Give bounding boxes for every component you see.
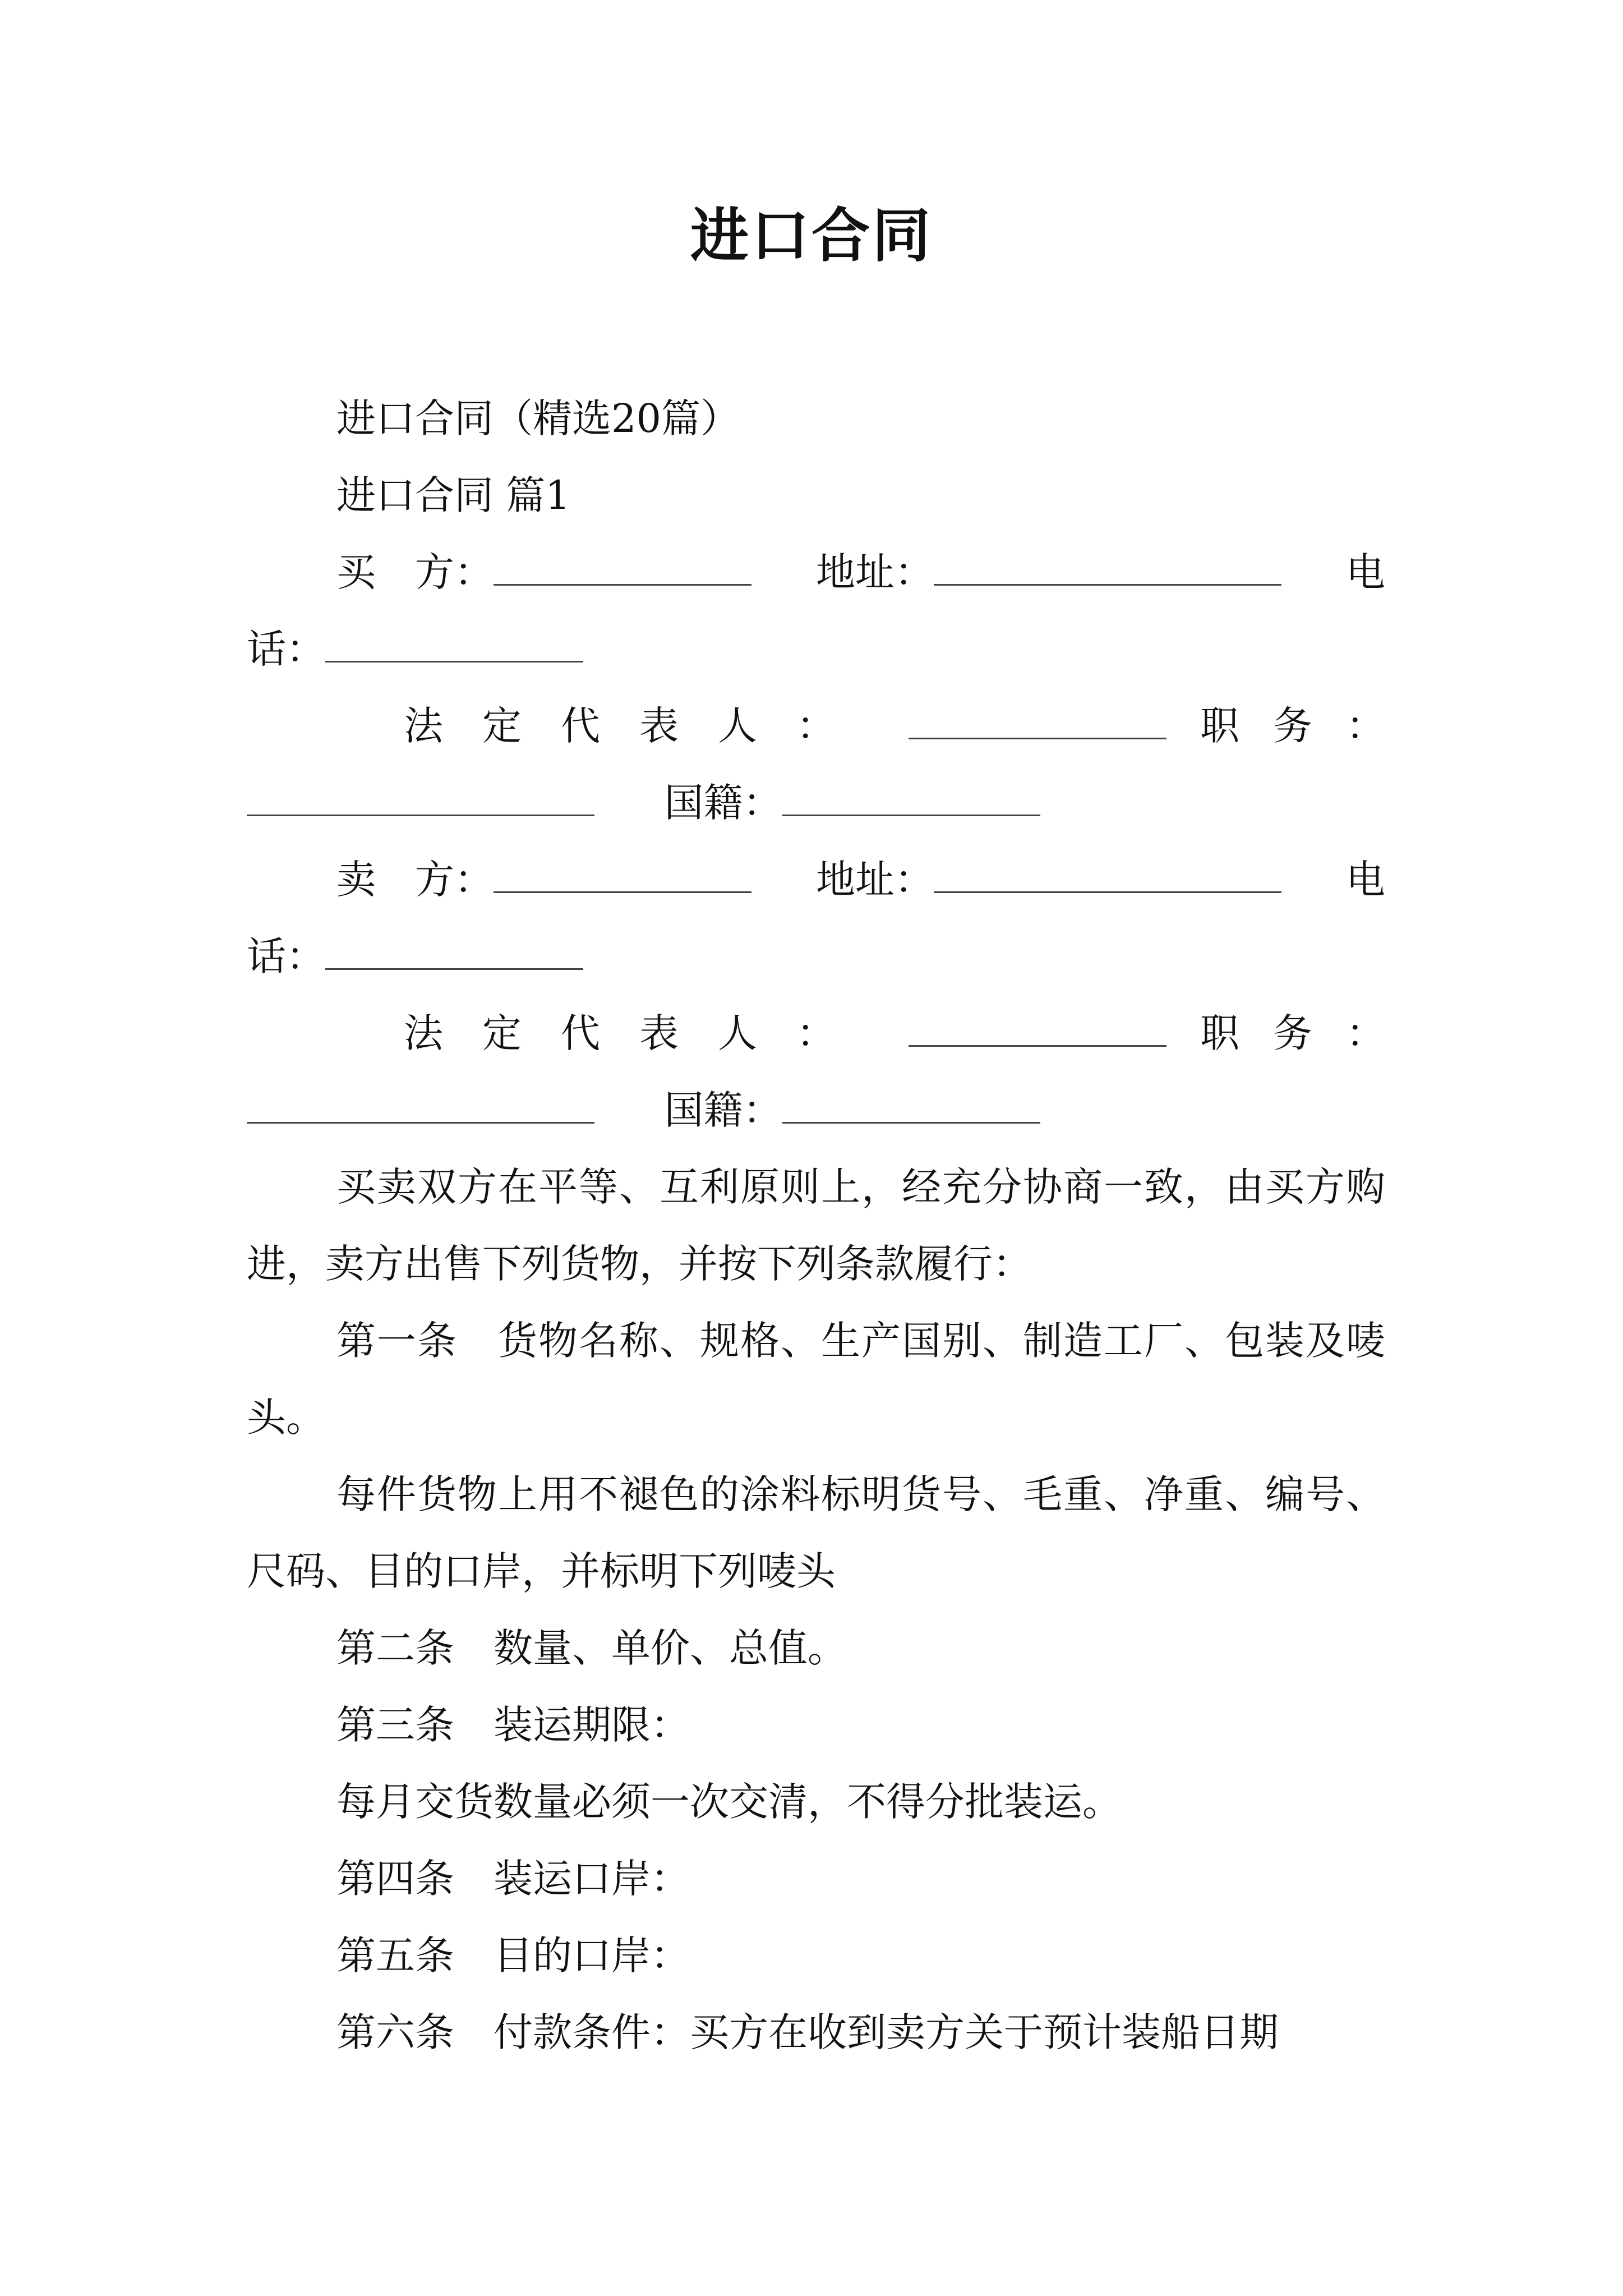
- seller-nationality-line: [247, 1072, 1385, 1149]
- buyer-legal-rep-blank: [909, 705, 1166, 739]
- buyer-name-blank: [494, 551, 751, 586]
- seller-address-blank: [934, 859, 1281, 893]
- seller-name-blank: [494, 859, 751, 893]
- buyer-address-blank: [934, 551, 1281, 586]
- buyer-phone-label-part1: 电: [1346, 549, 1385, 595]
- buyer-position-label: 职务：: [1200, 703, 1419, 749]
- article-1-detail: 每件货物上用不褪色的涂料标明货号、毛重、净重、编号、尺码、目的口岸，并标明下列唛头: [247, 1471, 1385, 1594]
- article-6: 第六条 付款条件：买方在收到卖方关于预计装船日期: [336, 2009, 1279, 2055]
- document-title: 进口合同: [690, 201, 933, 270]
- article-heading: 进口合同 篇1: [336, 472, 570, 518]
- intro-paragraph: 买卖双方在平等、互利原则上，经充分协商一致，由买方购进，卖方出售下列货物，并按下列条款履行：: [247, 1164, 1385, 1287]
- seller-position-blank: [247, 1089, 594, 1124]
- buyer-legal-rep-label: 法定代表人：: [404, 703, 875, 749]
- article-3-detail: 每月交货数量必须一次交清，不得分批装运。: [336, 1779, 1122, 1825]
- article-5: 第五条 目的口岸：: [336, 1932, 690, 1978]
- buyer-label: 买 方：: [336, 549, 494, 595]
- article-1: 第一条 货物名称、规格、生产国别、制造工厂、包装及唛头。: [247, 1318, 1385, 1441]
- seller-legal-rep-blank: [909, 1013, 1166, 1047]
- buyer-nationality-blank: [782, 782, 1040, 816]
- seller-phone-label-part2: 话：: [247, 933, 325, 979]
- article-2: 第二条 数量、单价、总值。: [336, 1625, 847, 1671]
- buyer-nationality-label: 国籍：: [664, 780, 782, 826]
- article-4: 第四条 装运口岸：: [336, 1856, 690, 1902]
- seller-nationality-label: 国籍：: [664, 1087, 782, 1133]
- seller-nationality-blank: [782, 1089, 1040, 1124]
- buyer-phone-blank: [325, 628, 583, 662]
- seller-legal-rep-label: 法定代表人：: [404, 1010, 875, 1056]
- seller-position-label: 职务：: [1200, 1010, 1419, 1056]
- buyer-line: [247, 534, 1385, 611]
- buyer-phone-label-part2: 话：: [247, 626, 325, 672]
- buyer-nationality-line: [247, 765, 1385, 841]
- seller-address-label: 地址：: [816, 857, 934, 903]
- buyer-position-blank: [247, 782, 594, 816]
- seller-phone-label-part1: 电: [1346, 857, 1385, 903]
- buyer-phone-line: [247, 611, 1385, 688]
- article-3: 第三条 装运期限：: [336, 1702, 690, 1748]
- seller-phone-line: [247, 918, 1385, 995]
- seller-line: [247, 841, 1385, 918]
- document-body: [247, 380, 1419, 2071]
- subtitle: 进口合同（精选20篇）: [336, 395, 740, 441]
- seller-label: 卖 方：: [336, 857, 494, 903]
- seller-phone-blank: [325, 936, 583, 970]
- buyer-legal-rep-line: [247, 688, 1419, 765]
- seller-legal-rep-line: [247, 995, 1419, 1072]
- buyer-address-label: 地址：: [816, 549, 934, 595]
